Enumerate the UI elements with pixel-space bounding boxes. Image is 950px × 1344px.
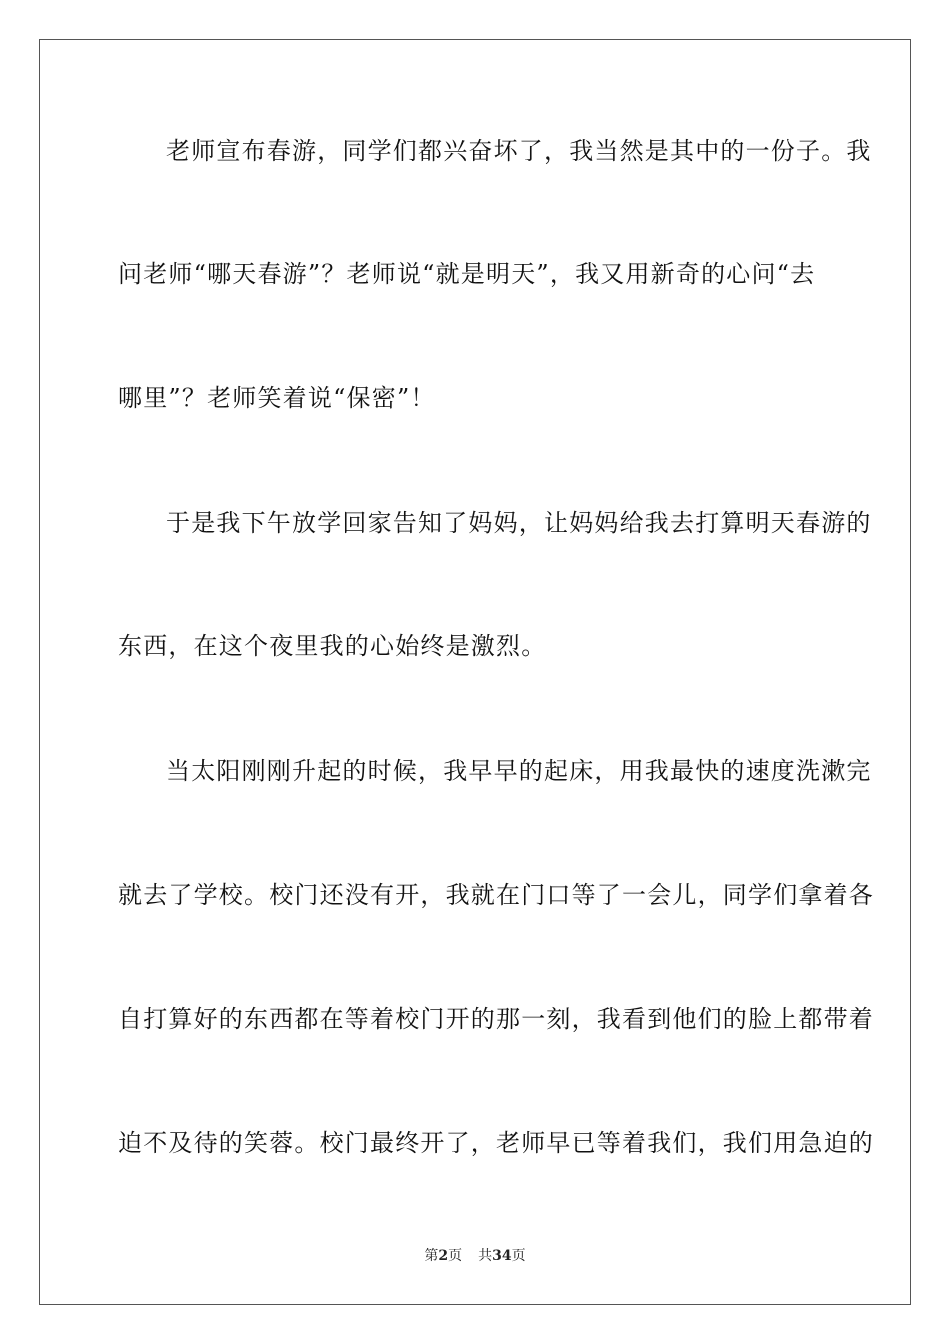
footer-page-number: 2: [438, 1248, 449, 1264]
footer-total-pages: 34: [492, 1248, 512, 1264]
paragraph-1-line-2: 问老师“哪天春游”？老师说“就是明天”，我又用新奇的心问“去: [118, 260, 816, 288]
footer-page-suffix: 页: [448, 1248, 463, 1264]
paragraph-3-line-1: 当太阳刚刚升起的时候，我早早的起床，用我最快的速度洗漱完: [166, 757, 872, 785]
paragraph-2-line-2: 东西，在这个夜里我的心始终是激烈。: [118, 632, 547, 660]
paragraph-1-line-3: 哪里”？老师笑着说“保密”！: [118, 384, 436, 412]
footer-total-prefix: 共: [478, 1248, 493, 1264]
page-frame: [39, 39, 911, 1305]
paragraph-3-line-3: 自打算好的东西都在等着校门开的那一刻，我看到他们的脸上都带着: [118, 1005, 874, 1033]
paragraph-3-line-4: 迫不及待的笑蓉。校门最终开了，老师早已等着我们，我们用急迫的: [118, 1129, 874, 1157]
footer-page-prefix: 第: [424, 1248, 439, 1264]
paragraph-2-line-1: 于是我下午放学回家告知了妈妈，让妈妈给我去打算明天春游的: [166, 509, 872, 537]
page-footer: [0, 1246, 950, 1266]
paragraph-3-line-2: 就去了学校。校门还没有开，我就在门口等了一会儿，同学们拿着各: [118, 881, 874, 909]
footer-total-suffix: 页: [511, 1248, 526, 1264]
paragraph-1-line-1: 老师宣布春游，同学们都兴奋坏了，我当然是其中的一份子。我: [166, 137, 872, 165]
